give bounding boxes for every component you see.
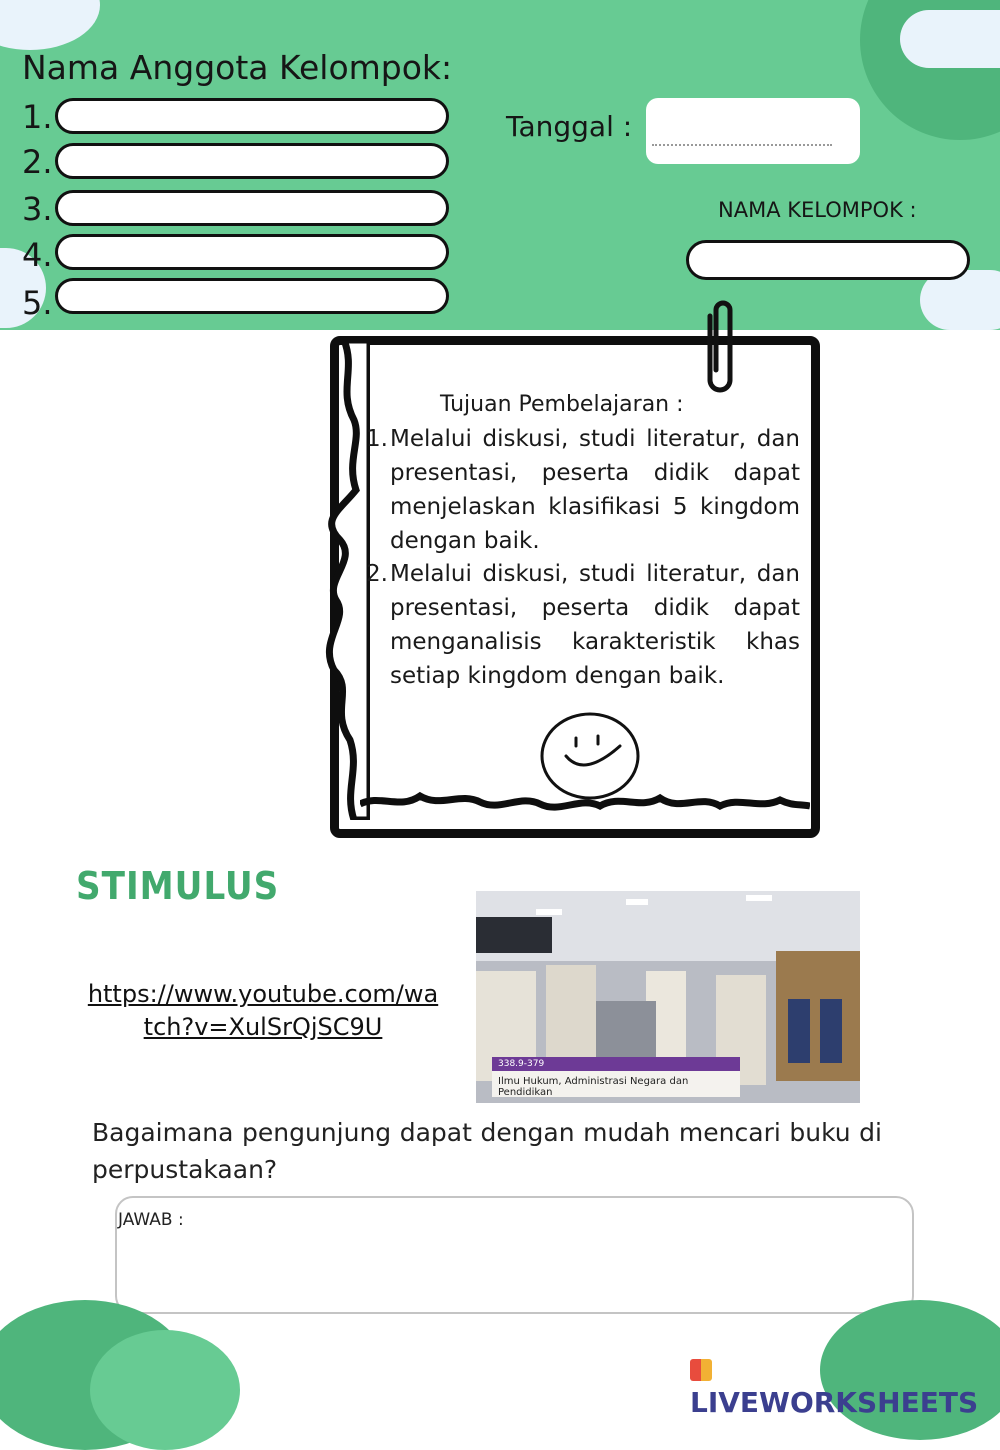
member-5-input[interactable] — [55, 278, 449, 314]
member-number: 1. — [22, 98, 53, 136]
video-caption-text: Ilmu Hukum, Administrasi Negara dan Pendidikan — [498, 1076, 689, 1098]
answer-label: JAWAB : — [118, 1210, 184, 1230]
torn-paper-edge — [310, 340, 370, 820]
decor-bush-bottom-left-2 — [90, 1330, 240, 1450]
date-dotted-line — [652, 144, 832, 146]
objective-number: 2. — [366, 561, 388, 587]
objective-text: Melalui diskusi, studi literatur, dan presentasi, peserta didik dapat menganalisis karakteristik khas setiap kingdom dengan baik. — [390, 561, 800, 689]
objectives-title: Tujuan Pembelajaran : — [440, 392, 684, 417]
stimulus-heading: STIMULUS — [76, 864, 280, 908]
member-number: 3. — [22, 190, 53, 228]
logo-grid-icon — [690, 1359, 712, 1381]
group-name-input[interactable] — [686, 240, 970, 280]
question-text: Bagaimana pengunjung dapat dengan mudah mencari buku di perpustakaan? — [92, 1118, 882, 1184]
objective-text: Melalui diskusi, studi literatur, dan presentasi, peserta didik dapat menjelaskan klasifikasi 5 kingdom dengan baik. — [390, 426, 800, 554]
member-2-input[interactable] — [55, 143, 449, 179]
member-number: 2. — [22, 143, 53, 181]
liveworksheets-logo[interactable] — [690, 1353, 1000, 1419]
answer-input[interactable] — [115, 1196, 914, 1314]
smiley-face-icon — [536, 708, 646, 804]
group-name-label: NAMA KELOMPOK : — [718, 198, 917, 222]
library-video-thumbnail[interactable] — [476, 891, 860, 1103]
members-title: Nama Anggota Kelompok: — [22, 48, 453, 87]
video-caption-code: 338.9-379 — [492, 1057, 740, 1071]
paperclip-icon — [700, 296, 740, 400]
member-1-input[interactable] — [55, 98, 449, 134]
objective-item-1 — [366, 422, 800, 558]
member-number: 4. — [22, 236, 53, 274]
logo-text: LIVEWORKSHEETS — [690, 1386, 979, 1419]
objective-number: 1. — [366, 426, 388, 452]
youtube-link-line-2[interactable]: tch?v=XulSrQjSC9U — [143, 1013, 383, 1041]
youtube-link-line-1[interactable]: https://www.youtube.com/wa — [87, 980, 439, 1008]
decor-blob-left — [0, 0, 100, 50]
video-caption-box — [492, 1057, 740, 1097]
objective-item-2 — [366, 557, 800, 693]
member-number: 5. — [22, 284, 53, 322]
member-4-input[interactable] — [55, 234, 449, 270]
date-label: Tanggal : — [506, 110, 633, 143]
decor-cloud-top-right — [900, 10, 1000, 68]
youtube-link[interactable] — [72, 978, 454, 1044]
member-3-input[interactable] — [55, 190, 449, 226]
date-input[interactable] — [646, 98, 860, 164]
